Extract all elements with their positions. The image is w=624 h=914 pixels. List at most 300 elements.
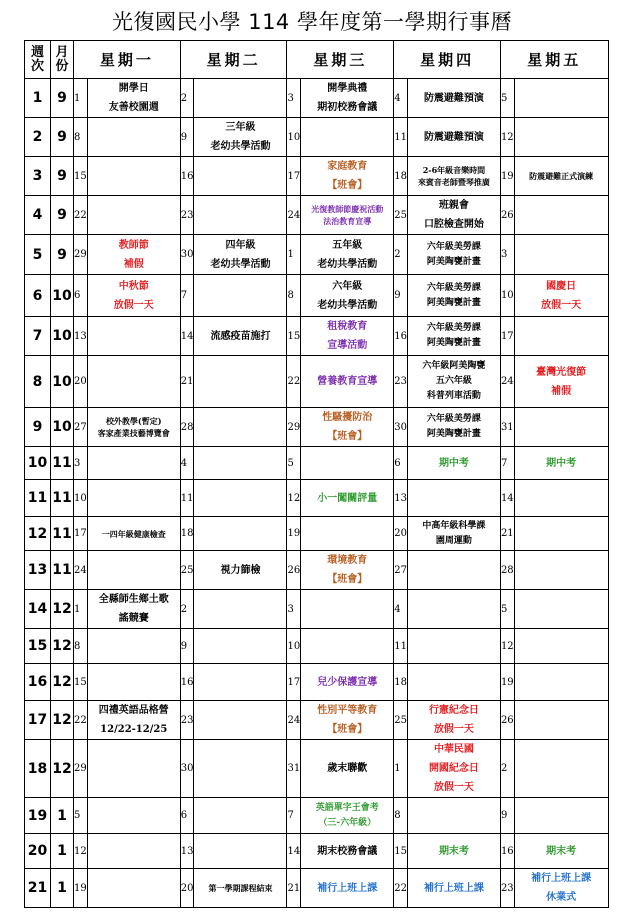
month-number: 10 bbox=[51, 275, 74, 317]
week-number: 21 bbox=[25, 869, 51, 908]
event-cell-mon bbox=[87, 551, 180, 590]
month-number: 11 bbox=[51, 480, 74, 517]
event-cell-tue bbox=[194, 740, 287, 798]
header-friday: 星期五 bbox=[500, 41, 608, 79]
day-number-wed: 7 bbox=[287, 798, 301, 834]
event-cell-thu bbox=[407, 701, 500, 740]
day-number-mon: 15 bbox=[74, 157, 88, 196]
week-row bbox=[25, 317, 609, 356]
event-cell-wed bbox=[301, 317, 394, 356]
week-number: 11 bbox=[25, 480, 51, 517]
day-number-wed: 22 bbox=[287, 356, 301, 408]
month-number: 1 bbox=[51, 798, 74, 834]
event-cell-thu bbox=[407, 408, 500, 447]
week-row bbox=[25, 664, 609, 701]
event-text: 補假 bbox=[551, 385, 572, 397]
event-text: 期初校務會議 bbox=[317, 102, 378, 113]
event-text: 校外教學(暫定) bbox=[105, 416, 162, 426]
day-number-mon: 20 bbox=[74, 356, 88, 408]
day-number-mon: 27 bbox=[74, 408, 88, 447]
day-number-fri: 17 bbox=[500, 317, 514, 356]
week-number: 10 bbox=[25, 447, 51, 480]
event-text: 流感疫苗施打 bbox=[210, 330, 271, 342]
event-cell-tue bbox=[194, 869, 287, 908]
day-number-thu: 22 bbox=[394, 869, 408, 908]
event-cell-tue bbox=[194, 317, 287, 356]
day-number-tue: 30 bbox=[180, 235, 194, 275]
event-cell-thu bbox=[407, 79, 500, 118]
event-cell-mon bbox=[87, 517, 180, 551]
event-cell-thu bbox=[407, 118, 500, 157]
event-cell-fri bbox=[514, 517, 608, 551]
day-number-wed: 15 bbox=[287, 317, 301, 356]
week-number: 7 bbox=[25, 317, 51, 356]
week-number: 14 bbox=[25, 590, 51, 629]
event-cell-mon bbox=[87, 869, 180, 908]
event-text: 教師節 bbox=[118, 239, 149, 251]
event-text: 放假一天 bbox=[433, 724, 474, 735]
day-number-tue: 23 bbox=[180, 196, 194, 235]
day-number-tue: 30 bbox=[180, 740, 194, 798]
day-number-mon: 15 bbox=[74, 664, 88, 701]
day-number-mon: 24 bbox=[74, 551, 88, 590]
event-cell-wed bbox=[301, 517, 394, 551]
event-text: 期中考 bbox=[546, 457, 577, 469]
header-wednesday: 星期三 bbox=[287, 41, 394, 79]
week-row bbox=[25, 275, 609, 317]
event-text: 老幼共學活動 bbox=[210, 141, 271, 152]
day-number-mon: 1 bbox=[74, 590, 88, 629]
header-row bbox=[25, 41, 609, 79]
event-cell-fri bbox=[514, 118, 608, 157]
event-cell-mon bbox=[87, 834, 180, 869]
day-number-wed: 14 bbox=[287, 834, 301, 869]
event-cell-mon bbox=[87, 701, 180, 740]
event-cell-thu bbox=[407, 664, 500, 701]
month-number: 10 bbox=[51, 408, 74, 447]
day-number-thu: 2 bbox=[394, 235, 408, 275]
day-number-fri: 21 bbox=[500, 517, 514, 551]
day-number-fri: 19 bbox=[500, 664, 514, 701]
event-cell-wed bbox=[301, 798, 394, 834]
event-cell-wed bbox=[301, 869, 394, 908]
event-cell-fri bbox=[514, 701, 608, 740]
event-cell-fri bbox=[514, 275, 608, 317]
month-number: 11 bbox=[51, 517, 74, 551]
event-cell-tue bbox=[194, 447, 287, 480]
event-text: 阿美陶甕計畫 bbox=[426, 297, 481, 308]
event-text: 小一闖關評量 bbox=[317, 492, 378, 504]
event-cell-wed bbox=[301, 480, 394, 517]
event-cell-thu bbox=[407, 196, 500, 235]
event-cell-mon bbox=[87, 79, 180, 118]
week-row bbox=[25, 551, 609, 590]
month-number: 11 bbox=[51, 447, 74, 480]
calendar-body bbox=[25, 79, 609, 908]
event-cell-tue bbox=[194, 157, 287, 196]
event-cell-tue bbox=[194, 834, 287, 869]
event-text: 【班會】 bbox=[327, 574, 368, 585]
event-cell-fri bbox=[514, 317, 608, 356]
event-text: 科普列車活動 bbox=[426, 391, 481, 401]
week-row bbox=[25, 869, 609, 908]
day-number-thu: 25 bbox=[394, 701, 408, 740]
event-text: 2-6年級音樂時間 bbox=[422, 165, 486, 175]
day-number-thu: 8 bbox=[394, 798, 408, 834]
week-number: 16 bbox=[25, 664, 51, 701]
event-text: 中秋節 bbox=[118, 280, 149, 292]
event-cell-fri bbox=[514, 235, 608, 275]
month-number: 12 bbox=[51, 664, 74, 701]
event-cell-tue bbox=[194, 275, 287, 317]
event-cell-fri bbox=[514, 798, 608, 834]
week-number: 12 bbox=[25, 517, 51, 551]
day-number-fri: 28 bbox=[500, 551, 514, 590]
event-text: 防震避難正式演練 bbox=[529, 171, 594, 181]
event-text: 英語單字王會考 bbox=[315, 802, 379, 813]
event-text: 中高年級科學課 bbox=[422, 520, 486, 531]
event-cell-fri bbox=[514, 869, 608, 908]
event-cell-mon bbox=[87, 196, 180, 235]
event-cell-tue bbox=[194, 590, 287, 629]
event-text: 宣導活動 bbox=[327, 340, 368, 351]
day-number-fri: 23 bbox=[500, 869, 514, 908]
event-cell-fri bbox=[514, 79, 608, 118]
event-text: 期中考 bbox=[438, 457, 469, 469]
event-cell-mon bbox=[87, 629, 180, 664]
day-number-mon: 12 bbox=[74, 834, 88, 869]
event-cell-wed bbox=[301, 157, 394, 196]
week-row bbox=[25, 480, 609, 517]
event-cell-tue bbox=[194, 798, 287, 834]
event-text: 補行上班上課 bbox=[317, 882, 378, 894]
event-cell-tue bbox=[194, 356, 287, 408]
day-number-mon: 19 bbox=[74, 869, 88, 908]
week-number: 13 bbox=[25, 551, 51, 590]
event-cell-thu bbox=[407, 356, 500, 408]
event-cell-wed bbox=[301, 740, 394, 798]
day-number-thu: 15 bbox=[394, 834, 408, 869]
day-number-wed: 19 bbox=[287, 517, 301, 551]
header-tuesday: 星期二 bbox=[180, 41, 287, 79]
header-month: 月 份 bbox=[51, 41, 74, 79]
event-cell-tue bbox=[194, 629, 287, 664]
event-text: 阿美陶甕計畫 bbox=[426, 338, 481, 348]
event-cell-mon bbox=[87, 664, 180, 701]
day-number-thu: 11 bbox=[394, 629, 408, 664]
day-number-fri: 24 bbox=[500, 356, 514, 408]
event-text: 放假一天 bbox=[541, 299, 582, 311]
event-cell-mon bbox=[87, 408, 180, 447]
month-number: 11 bbox=[51, 551, 74, 590]
month-number: 1 bbox=[51, 869, 74, 908]
day-number-wed: 10 bbox=[287, 629, 301, 664]
event-text: 補行上班上課 bbox=[423, 882, 484, 894]
day-number-wed: 24 bbox=[287, 196, 301, 235]
week-row bbox=[25, 701, 609, 740]
event-text: 性騷擾防治 bbox=[322, 412, 373, 423]
day-number-mon: 8 bbox=[74, 629, 88, 664]
day-number-thu: 30 bbox=[394, 408, 408, 447]
week-row bbox=[25, 235, 609, 275]
day-number-wed: 24 bbox=[287, 701, 301, 740]
event-text: 開學典禮 bbox=[327, 83, 368, 94]
event-cell-fri bbox=[514, 629, 608, 664]
day-number-mon: 8 bbox=[74, 118, 88, 157]
event-text: 環境教育 bbox=[327, 555, 368, 566]
day-number-wed: 3 bbox=[287, 79, 301, 118]
event-text: 行憲紀念日 bbox=[428, 705, 479, 716]
event-cell-thu bbox=[407, 517, 500, 551]
event-cell-wed bbox=[301, 629, 394, 664]
event-cell-thu bbox=[407, 157, 500, 196]
day-number-mon: 13 bbox=[74, 317, 88, 356]
event-text: 防震避難預演 bbox=[423, 131, 484, 143]
event-cell-wed bbox=[301, 118, 394, 157]
event-cell-wed bbox=[301, 408, 394, 447]
day-number-thu: 25 bbox=[394, 196, 408, 235]
day-number-fri: 12 bbox=[500, 629, 514, 664]
event-cell-tue bbox=[194, 79, 287, 118]
event-text: 開國紀念日 bbox=[428, 763, 479, 774]
event-text: 園周運動 bbox=[435, 535, 472, 546]
event-cell-thu bbox=[407, 629, 500, 664]
event-text: 光復教師節慶祝活動 bbox=[311, 204, 384, 214]
event-cell-tue bbox=[194, 118, 287, 157]
day-number-thu: 18 bbox=[394, 664, 408, 701]
event-cell-tue bbox=[194, 235, 287, 275]
month-number: 9 bbox=[51, 157, 74, 196]
event-cell-fri bbox=[514, 664, 608, 701]
event-cell-mon bbox=[87, 356, 180, 408]
event-text: 老幼共學活動 bbox=[317, 258, 378, 270]
day-number-mon: 22 bbox=[74, 196, 88, 235]
event-cell-fri bbox=[514, 408, 608, 447]
week-number: 8 bbox=[25, 356, 51, 408]
week-number: 2 bbox=[25, 118, 51, 157]
event-cell-fri bbox=[514, 447, 608, 480]
event-cell-mon bbox=[87, 118, 180, 157]
event-text: 班親會 bbox=[438, 200, 469, 211]
event-cell-tue bbox=[194, 480, 287, 517]
event-text: 歲末聯歡 bbox=[327, 763, 368, 774]
month-number: 12 bbox=[51, 740, 74, 798]
event-cell-wed bbox=[301, 701, 394, 740]
day-number-tue: 25 bbox=[180, 551, 194, 590]
event-text: 口腔檢查開始 bbox=[423, 219, 484, 230]
event-cell-tue bbox=[194, 517, 287, 551]
day-number-thu: 16 bbox=[394, 317, 408, 356]
event-text: 【班會】 bbox=[327, 724, 368, 735]
day-number-wed: 31 bbox=[287, 740, 301, 798]
event-cell-fri bbox=[514, 157, 608, 196]
week-row bbox=[25, 356, 609, 408]
week-number: 4 bbox=[25, 196, 51, 235]
calendar-table bbox=[24, 40, 609, 908]
day-number-fri: 7 bbox=[500, 447, 514, 480]
event-text: 性別平等教育 bbox=[317, 705, 378, 716]
day-number-tue: 28 bbox=[180, 408, 194, 447]
event-text: 視力篩檢 bbox=[220, 564, 261, 576]
event-cell-thu bbox=[407, 551, 500, 590]
event-text: 休業式 bbox=[546, 892, 577, 903]
event-text: 全縣師生鄉土歌 bbox=[98, 594, 169, 605]
event-text: 營養教育宣導 bbox=[317, 376, 378, 387]
day-number-mon: 29 bbox=[74, 740, 88, 798]
day-number-mon: 17 bbox=[74, 517, 88, 551]
event-cell-fri bbox=[514, 740, 608, 798]
event-text: 防震避難預演 bbox=[423, 92, 484, 104]
event-cell-thu bbox=[407, 480, 500, 517]
event-cell-thu bbox=[407, 317, 500, 356]
day-number-mon: 3 bbox=[74, 447, 88, 480]
event-text: （三-六年級） bbox=[318, 817, 377, 828]
event-text: 六年級美勞課 bbox=[426, 414, 481, 424]
event-cell-tue bbox=[194, 551, 287, 590]
day-number-fri: 3 bbox=[500, 235, 514, 275]
day-number-wed: 3 bbox=[287, 590, 301, 629]
week-row bbox=[25, 118, 609, 157]
event-cell-wed bbox=[301, 664, 394, 701]
day-number-thu: 27 bbox=[394, 551, 408, 590]
day-number-tue: 7 bbox=[180, 275, 194, 317]
day-number-mon: 10 bbox=[74, 480, 88, 517]
event-cell-mon bbox=[87, 590, 180, 629]
event-text: 期末校務會議 bbox=[317, 845, 378, 857]
month-number: 12 bbox=[51, 590, 74, 629]
event-cell-wed bbox=[301, 590, 394, 629]
event-cell-mon bbox=[87, 317, 180, 356]
header-week: 週 次 bbox=[25, 41, 51, 79]
month-number: 9 bbox=[51, 235, 74, 275]
event-text: 臺灣光復節 bbox=[536, 366, 587, 378]
day-number-wed: 5 bbox=[287, 447, 301, 480]
week-row bbox=[25, 408, 609, 447]
day-number-mon: 1 bbox=[74, 79, 88, 118]
week-number: 17 bbox=[25, 701, 51, 740]
month-number: 10 bbox=[51, 317, 74, 356]
event-text: 國慶日 bbox=[546, 280, 577, 292]
event-cell-wed bbox=[301, 551, 394, 590]
day-number-fri: 10 bbox=[500, 275, 514, 317]
event-text: 來賓音老師暨琴推廣 bbox=[417, 177, 490, 187]
week-number: 3 bbox=[25, 157, 51, 196]
event-text: 六年級美勞課 bbox=[426, 323, 481, 333]
week-number: 5 bbox=[25, 235, 51, 275]
day-number-tue: 16 bbox=[180, 157, 194, 196]
day-number-tue: 13 bbox=[180, 834, 194, 869]
event-text: 補行上班上課 bbox=[531, 873, 592, 884]
day-number-thu: 4 bbox=[394, 79, 408, 118]
event-text: 【班會】 bbox=[327, 180, 368, 191]
event-cell-mon bbox=[87, 480, 180, 517]
event-cell-tue bbox=[194, 408, 287, 447]
day-number-thu: 11 bbox=[394, 118, 408, 157]
header-monday: 星期一 bbox=[74, 41, 181, 79]
event-text: 中華民國 bbox=[433, 744, 474, 755]
day-number-fri: 2 bbox=[500, 740, 514, 798]
event-text: 補假 bbox=[123, 258, 144, 270]
day-number-fri: 5 bbox=[500, 590, 514, 629]
day-number-wed: 21 bbox=[287, 869, 301, 908]
event-cell-mon bbox=[87, 447, 180, 480]
event-text: 開學日 bbox=[118, 83, 149, 94]
day-number-thu: 20 bbox=[394, 517, 408, 551]
day-number-fri: 16 bbox=[500, 834, 514, 869]
day-number-tue: 11 bbox=[180, 480, 194, 517]
month-number: 9 bbox=[51, 196, 74, 235]
day-number-fri: 14 bbox=[500, 480, 514, 517]
day-number-tue: 21 bbox=[180, 356, 194, 408]
day-number-mon: 29 bbox=[74, 235, 88, 275]
event-text: 放假一天 bbox=[433, 782, 474, 793]
event-text: 法治教育宣導 bbox=[323, 216, 372, 226]
month-number: 12 bbox=[51, 701, 74, 740]
day-number-tue: 2 bbox=[180, 590, 194, 629]
event-text: 四禮英語品格營 bbox=[98, 705, 169, 716]
event-text: 謠競賽 bbox=[118, 613, 149, 624]
event-cell-thu bbox=[407, 447, 500, 480]
day-number-mon: 6 bbox=[74, 275, 88, 317]
day-number-tue: 20 bbox=[180, 869, 194, 908]
event-text: 六年級美勞課 bbox=[426, 241, 481, 252]
event-cell-tue bbox=[194, 664, 287, 701]
event-cell-thu bbox=[407, 235, 500, 275]
event-text: 老幼共學活動 bbox=[210, 258, 271, 270]
day-number-thu: 9 bbox=[394, 275, 408, 317]
day-number-wed: 10 bbox=[287, 118, 301, 157]
event-text: 12/22-12/25 bbox=[100, 724, 168, 735]
page-title: 光復國民小學 114 學年度第一學期行事曆 bbox=[112, 10, 512, 34]
day-number-fri: 31 bbox=[500, 408, 514, 447]
day-number-wed: 17 bbox=[287, 157, 301, 196]
event-cell-fri bbox=[514, 551, 608, 590]
day-number-wed: 26 bbox=[287, 551, 301, 590]
month-number: 9 bbox=[51, 79, 74, 118]
event-cell-tue bbox=[194, 701, 287, 740]
day-number-thu: 4 bbox=[394, 590, 408, 629]
event-text: 阿美陶甕計畫 bbox=[426, 256, 481, 267]
event-text: 三年級 bbox=[225, 122, 256, 133]
day-number-fri: 12 bbox=[500, 118, 514, 157]
day-number-mon: 5 bbox=[74, 798, 88, 834]
event-cell-wed bbox=[301, 196, 394, 235]
event-cell-mon bbox=[87, 157, 180, 196]
event-text: 五年級 bbox=[332, 239, 363, 251]
event-cell-mon bbox=[87, 740, 180, 798]
day-number-thu: 18 bbox=[394, 157, 408, 196]
event-cell-thu bbox=[407, 834, 500, 869]
week-row bbox=[25, 517, 609, 551]
event-text: 六年級 bbox=[332, 280, 363, 292]
event-text: 四年級 bbox=[225, 239, 256, 251]
event-cell-thu bbox=[407, 798, 500, 834]
day-number-tue: 6 bbox=[180, 798, 194, 834]
event-cell-fri bbox=[514, 356, 608, 408]
event-cell-fri bbox=[514, 196, 608, 235]
day-number-thu: 13 bbox=[394, 480, 408, 517]
event-text: 客家產業技藝博覽會 bbox=[97, 428, 170, 438]
day-number-wed: 1 bbox=[287, 235, 301, 275]
week-row bbox=[25, 447, 609, 480]
week-number: 19 bbox=[25, 798, 51, 834]
event-cell-fri bbox=[514, 480, 608, 517]
event-text: 五六年級 bbox=[435, 376, 472, 386]
event-text: 老幼共學活動 bbox=[317, 299, 378, 311]
day-number-wed: 8 bbox=[287, 275, 301, 317]
event-text: 阿美陶甕計畫 bbox=[426, 429, 481, 439]
day-number-mon: 22 bbox=[74, 701, 88, 740]
